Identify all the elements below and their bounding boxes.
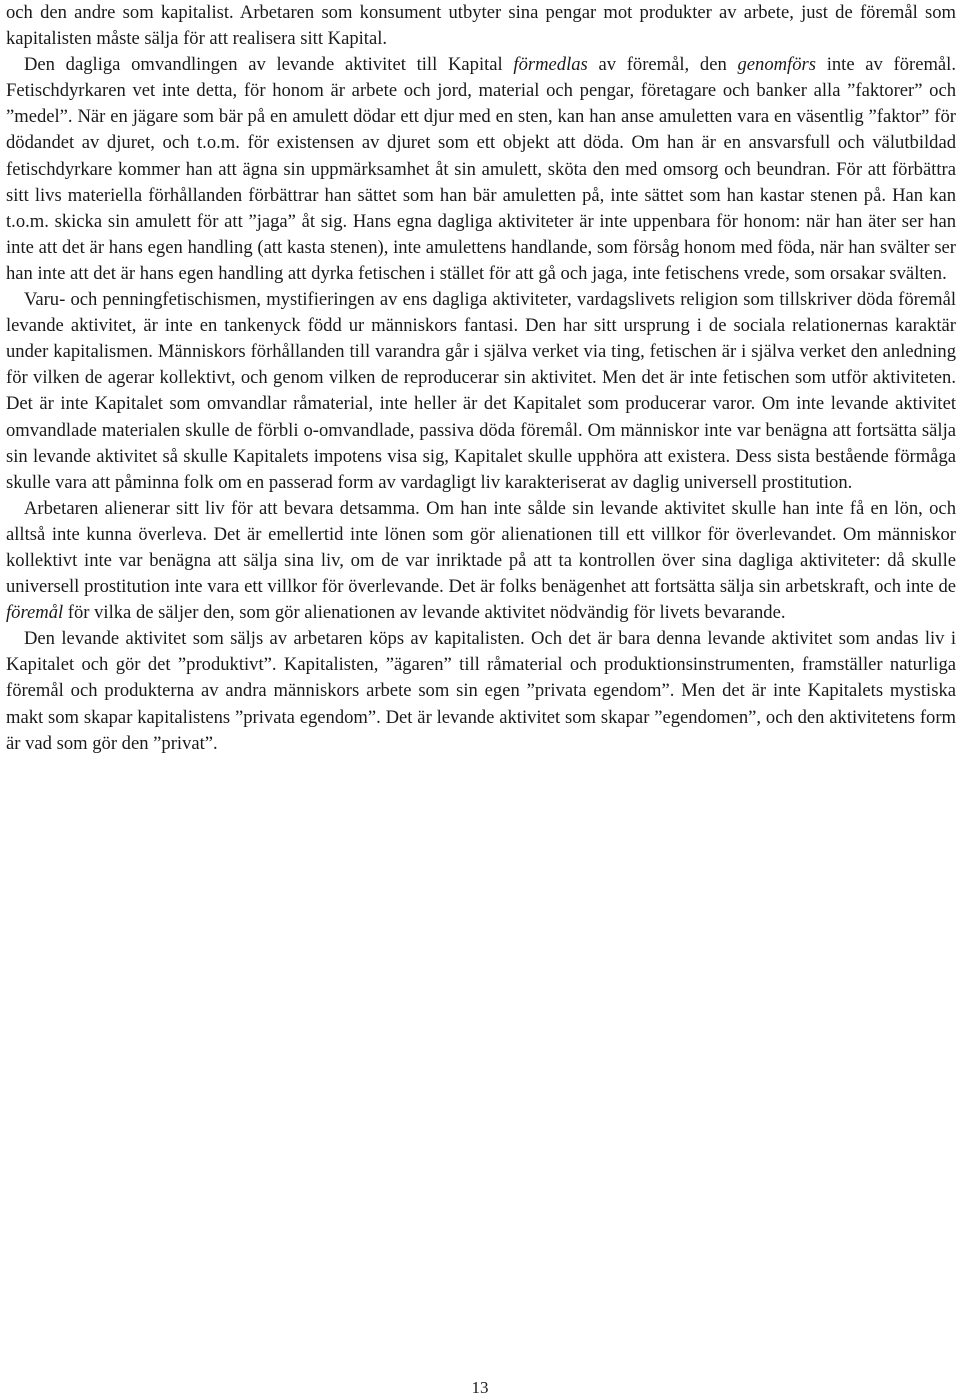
- paragraph-text: för vilka de säljer den, som gör alienationen av levande aktivitet nödvändig för livets bevarande.: [63, 602, 786, 624]
- paragraph: [6, 52, 956, 287]
- paragraph-text: av föremål, den: [587, 54, 738, 76]
- paragraph-text: och den andre som kapitalist. Arbetaren som konsument utbyter sina pengar mot produkter av arbete, just de föremål som kapitalisten måste sälja för att realisera sitt Kapital.: [6, 2, 956, 50]
- paragraph: [6, 0, 956, 52]
- paragraph: [6, 626, 956, 756]
- paragraph: [6, 287, 956, 496]
- paragraph-text: Arbetaren alienerar sitt liv för att bevara detsamma. Om han inte sålde sin levande aktivitet skulle han inte få en lön, och alltså inte kunna överleva. Det är emellertid inte lönen som gör alienationen till ett villkor för överlevandet. Om människor kollektivt inte var benägna att sälja sina liv, om de var inriktade på att ta kontrollen över sina dagliga aktiviteter: då skulle universell prostitution inte vara ett villkor för överlevande. Det är folks benägenhet att fortsätta sälja sin arbetskraft, och inte de: [6, 497, 956, 598]
- emphasis-text: genomförs: [737, 54, 816, 76]
- page-number: 13: [471, 1378, 489, 1397]
- emphasis-text: föremål: [6, 602, 64, 624]
- paragraph-text: Den dagliga omvandlingen av levande aktivitet till Kapital: [24, 54, 514, 76]
- paragraph-text: inte av föremål. Fetischdyrkaren vet inte detta, för honom är arbete och jord, material och pengar, företagare och banker alla ”faktorer” och ”medel”. När en jägare som bär på en amulett dödar ett djur med en sten, kan han anse amuletten vara en väsentlig ”faktor” för dödandet av djuret, och t.o.m. för existensen av djuret som ett objekt att döda. Om han är en ansvarsfull och välutbildad fetischdyrkare kommer han att ägna sin uppmärksamhet åt sin amulett, sköta den med omsorg och beundran. För att förbättra sitt livs materiella förhållanden förbättrar han sättet som han bär amuletten på, inte sättet som han kastar stenen på. Han kan t.o.m. skicka sin amulett för att ”jaga” åt sig. Hans egna dagliga aktiviteter är inte uppenbara för honom: när han äter ser han inte att det är hans egen handling (att kasta stenen), inte amulettens handlande, som försåg honom med föda, när han svälter ser han inte att det är hans egen handling att dyrka fetischen i stället för att gå och jaga, inte fetischens vrede, som orsakar svälten.: [6, 54, 956, 284]
- paragraph-text: Den levande aktivitet som säljs av arbetaren köps av kapitalisten. Och det är bara denna levande aktivitet som andas liv i Kapitalet och gör det ”produktivt”. Kapitalisten, ”ägaren” till råmaterial och produktionsinstrumenten, framställer naturliga föremål och produkterna av andra människors arbete som sin egen ”privata egendom”. Men det är inte Kapitalets mystiska makt som skapar kapitalistens ”privata egendom”. Det är levande aktivitet som skapar ”egendomen”, och den aktivitetens form är vad som gör den ”privat”.: [6, 628, 956, 754]
- emphasis-text: förmedlas: [513, 54, 588, 76]
- paragraph: [6, 496, 956, 626]
- document-body: [6, 0, 956, 757]
- paragraph-text: Varu- och penningfetischismen, mystifieringen av ens dagliga aktiviteter, vardagslivets religion som tillskriver döda föremål levande aktivitet, är inte en tankenyck född ur människors fantasi. Den har sitt ursprung i de sociala relationernas karaktär under kapitalismen. Människors förhållanden till varandra går i själva verket via ting, fetischen är i själva verket den anledning för vilken de agerar kollektivt, och genom vilken de reproducerar sin aktivitet. Men det är inte fetischen som utför aktiviteten. Det är inte Kapitalet som omvandlar råmaterial, inte heller är det Kapitalet som producerar varor. Om inte levande aktivitet omvandlade materialen skulle de förbli o-omvandlade, passiva döda föremål. Om människor inte var benägna att fortsätta sälja sin levande aktivitet så skulle Kapitalets impotens visa sig, Kapitalet skulle upphöra att existera. Dess sista bestående förmåga skulle vara att påminna folk om en passerad form av vardagligt liv karakteriserat av daglig universell prostitution.: [6, 289, 956, 493]
